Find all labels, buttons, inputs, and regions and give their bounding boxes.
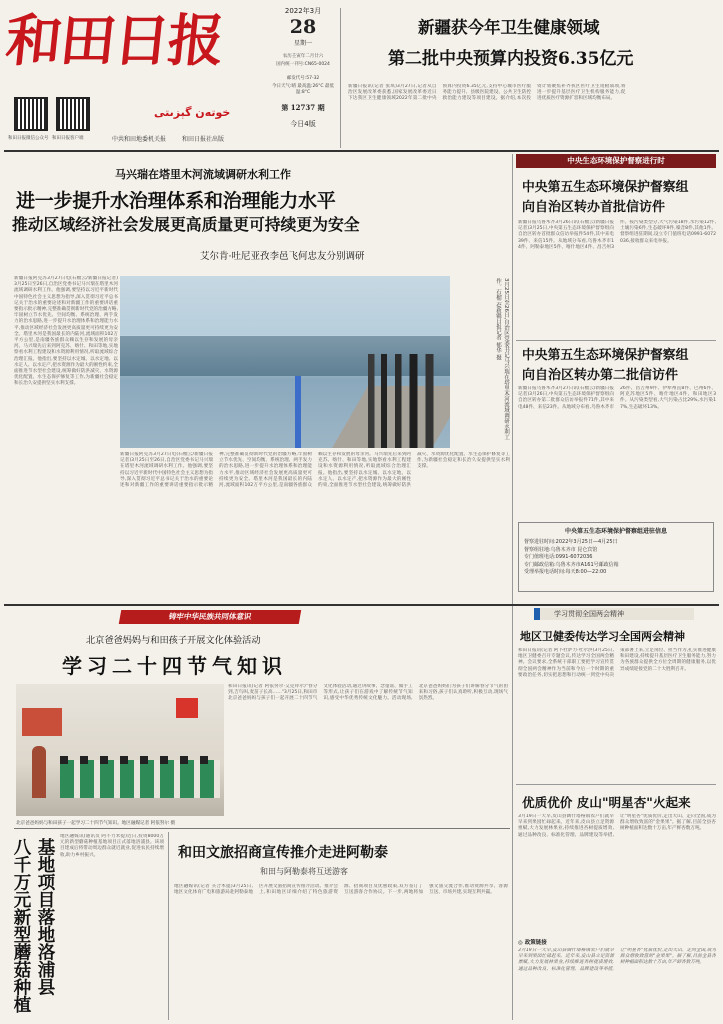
qr-label-app: 和田日报客户端 xyxy=(52,136,84,141)
env-story1-title-line2: 向自治区转办首批信访件 xyxy=(522,200,666,215)
tourism-body: 地区融媒讯(记者 买合木提)3月25日,地区文化体育广电和旅游局赴阿勒泰地区开展文旅招商宣传推介活动。推介会上,和田地区详细介绍了特色旅游资源、招商项目及优惠政策,双方签订了互送游客合作协议。下一步,两地将加强文旅交流合作,推动资源共享、客源互送、市场共建,实现互利共赢。 xyxy=(174,884,508,896)
wall-sign xyxy=(176,698,198,718)
lead-photo-caption: 3月25日至26日,自治区党委书记马兴瑞在塔里木河流域调研水利工作。石榴云/新疆日报记者 郁华 摄 xyxy=(495,278,509,441)
apricot-body: 3月19日一大早,皮山县阔什塔格镇农户们就早早来到果园忙碌起来。近年来,皮山县立足资源禀赋,大力发展林果业,持续推进杏树提质增效,通过品种改良、标准化管理、品牌建设等举措,让"明星杏"优质优价,走出大山、走向全国,成为群众增收致富的"金果果"。据了解,目前全县杏树种植面积达数十万亩,年产鲜杏数万吨。 xyxy=(518,814,716,838)
culture-photo xyxy=(16,684,224,816)
env-notice-address: 督察组驻地:乌鲁木齐市 昆仑宾馆 xyxy=(524,546,598,553)
lunar-date: 农历壬寅年二月廿六 xyxy=(282,54,324,59)
year-month: 2022年3月 xyxy=(284,7,322,15)
weather: 今日天气:晴 最高温:26°C 最低温:8°C xyxy=(271,84,334,95)
wechat-qr-icon xyxy=(14,97,48,131)
issue-number: 第 12737 期 xyxy=(281,103,325,112)
env-notice-period: 督察进驻时间:2022年3月25日—4月25日 xyxy=(524,539,618,545)
env-story1-body: 新疆日报乌鲁木齐3月26日讯(石榴云/新疆日报记者)3月25日,中央第五生态环境保护督察组向自治区转办首批群众信访举报件54件,其中来电39件、来信15件。从地域分布看,乌鲁木齐市14件、阿勒泰地区5件、喀什地区4件、昌吉州3件。按污染类型分,大气污染18件,水污染12件,土壤污染6件,生态破坏9件,噪音8件,其他1件。督察组进驻期间,设立专门值班电话0991-6072036,接收群众来电举报。 xyxy=(518,220,716,250)
sponsor: 中共和田地委机关报 xyxy=(112,136,167,143)
lead-kicker: 马兴瑞在塔里木河流域调研水利工作 xyxy=(115,168,291,181)
railing xyxy=(295,376,301,448)
top-story-title-line2: 第二批中央预算内投资6.35亿元 xyxy=(388,49,634,69)
culture-kicker: 北京爸爸妈妈与和田孩子开展文化体验活动 xyxy=(86,635,261,646)
publisher: 和田日报社出版 xyxy=(182,136,225,143)
env-notice-box xyxy=(518,522,714,592)
culture-banner xyxy=(119,610,301,624)
env-story2-title-line2: 向自治区转办第二批信访件 xyxy=(522,368,679,383)
uyghur-title: خوتەن گېزىتى xyxy=(154,106,231,119)
env-banner xyxy=(516,154,716,168)
cn-code: 国内统一刊号:CN65-0024 xyxy=(276,62,330,67)
mushroom-body: 地区融媒讯(通讯员 阿不力米提)近日,投资8000万元的新型蘑菇种植基地项目正式落地洛浦县。该项目建成后将带动周边群众就近就业,促进农民持续增收,助力乡村振兴。 xyxy=(60,834,164,858)
env-story2-body: 新疆日报乌鲁木齐3月27日讯(石榴云/新疆日报记者)3月26日,中央第五生态环境保护督察组向自治区转办第二批群众信访举报件71件,其中来电48件、来信23件。从地域分布看,乌鲁木齐市26件、昌吉州9件、伊犁州直8件、巴州6件、阿克苏地区5件、喀什地区4件、和田地区3件。从污染类型看,大气污染占比29%,水污染17%,生态破坏13%。 xyxy=(518,386,716,410)
mid-rule xyxy=(4,604,719,606)
apricot-title: 优质优价 皮山"明星杏"火起来 xyxy=(522,795,691,810)
env-story1-title-line1: 中央第五生态环境保护督察组 xyxy=(522,180,689,195)
study-body: 和田日报讯(记者 阿卜杜萨力·吐尔洪)3月25日,地区卫健委召开专题会议,传达学习全国两会精神。会议要求,全系统干部职工要把学习宣传贯彻全国两会精神作为当前和今后一个时期的重要政治任务,切实把思想和行动统一到党中央决策部署上来,立足岗位、担当作为,扎实推进健康和田建设,持续提升基层医疗卫生服务能力,努力为各族群众提供全方位全周期的健康服务,以优异成绩迎接党的二十大胜利召开。 xyxy=(518,648,716,678)
mushroom-title-col2: 基地项目落地洛浦县 xyxy=(35,838,55,996)
lead-subtitle: 艾尔肯·吐尼亚孜李邑飞何忠友分别调研 xyxy=(200,251,365,262)
culture-photo-caption: 北京爸爸妈妈与和田孩子一起学习二十四节气知识。地区融媒记者 阿依努尔 摄 xyxy=(16,821,176,826)
qr-label-wechat: 和田日报微信公众号 xyxy=(8,136,49,141)
masthead-divider xyxy=(340,8,341,148)
tourism-divider xyxy=(168,832,169,1020)
lead-photo xyxy=(120,276,450,448)
apricot-rule xyxy=(516,784,716,785)
culture-title: 学习二十四节气知识 xyxy=(62,654,287,678)
officials-group xyxy=(368,354,448,448)
newspaper-logo: 和田日报 xyxy=(2,8,226,74)
app-qr-icon xyxy=(56,97,90,131)
day-number: 28 xyxy=(289,16,317,38)
env-banner-text: 中央生态环境保护督察进行时 xyxy=(567,156,665,165)
env-notice-title: 中央第五生态环境保护督察组进驻信息 xyxy=(564,528,667,535)
mushroom-title-col1: 八千万元新型蘑菇种植 xyxy=(11,838,31,1013)
lead-body-col1: 新疆日报阿克苏3月27日电(石榴云/新疆日报记者)3月25日至26日,自治区党委书记马兴瑞在塔里木河流域调研水利工作。他强调,要坚持以习近平新时代中国特色社会主义思想为指导,深入贯彻习近平总书记关于治水的重要论述和对新疆工作的重要讲话重要指示批示精神,完整准确贯彻新时代党的治疆方略,牢固树立节水优先、空间均衡、系统治理、两手发力的治水思路,进一步提升水治理体系和治理能力水平,推动区域经济社会发展更高质量更可持续更为安全。塔里木河是我国最长的内陆河,流域面积102万平方公里,是南疆各族群众赖以生存和发展的母亲河。马兴瑞先后来到阿克苏、喀什、和田等地,实地察看水利工程建设和水资源利用情况,听取流域综合治理汇报。他指出,要坚持以水定城、以水定地、以水定人、以水定产,把水资源作为最大的刚性约束,全面推进节水型社会建设,统筹做好防洪减灾、水资源优化配置、水生态保护修复等工作,为新疆社会稳定和长治久安提供坚实水利支撑。 xyxy=(14,276,118,387)
study-banner xyxy=(534,608,694,620)
env-story2-title-line1: 中央第五生态环境保护督察组 xyxy=(522,348,689,363)
column-divider-right xyxy=(512,154,513,604)
env-notice-phone: 专门值班电话:0991-6072036 xyxy=(524,554,593,560)
tourism-subtitle: 和田与阿勒泰将互送游客 xyxy=(260,867,348,876)
top-story-title-line1: 新疆获今年卫生健康领域 xyxy=(418,18,600,37)
weekday: 星期一 xyxy=(293,40,312,47)
masthead xyxy=(2,6,244,86)
study-banner-text: 学习贯彻全国两会精神 xyxy=(554,610,624,618)
children-heads xyxy=(60,756,220,764)
adult-figure xyxy=(32,746,46,798)
top-story-body: 新疆日报讯(记者 张琪)3月27日,记者从自治区发展改革委获悉,国家发展改革委近日下达我区卫生健康领域2022年第二批中央预算内投资6.35亿元,支持中心城市医疗服务能力提升、县级医院建设、公共卫生防控救治能力建设等项目建设。据介绍,本次投资计划聚焦补齐我区医疗卫生短板弱项,将进一步提升基层医疗卫生机构服务能力,促进优质医疗资源扩容和区域均衡布局。 xyxy=(348,84,626,102)
masthead-rule xyxy=(4,150,719,152)
study-title: 地区卫健委传达学习全国两会精神 xyxy=(520,630,685,643)
wall-poster xyxy=(22,708,62,736)
policy-link-label: ◎ 政策链接 xyxy=(518,940,547,946)
policy-link-body: 3月19日一大早,皮山县阔什塔格镇农户们就早早来到果园忙碌起来。近年来,皮山县立足资源禀赋,大力发展林果业,持续推进杏树提质增效,通过品种改良、标准化管理、品牌建设等举措,让"明星杏"优质优价,走出大山、走向全国,成为群众增收致富的"金果果"。据了解,目前全县杏树种植面积达数十万亩,年产鲜杏数万吨。 xyxy=(518,948,716,972)
culture-banner-text: 铸牢中华民族共同体意识 xyxy=(168,612,253,621)
lead-title-line1: 进一步提升水治理体系和治理能力水平 xyxy=(16,190,336,212)
lead-body-cont: 新疆日报阿克苏3月27日电(石榴云/新疆日报记者)3月25日至26日,自治区党委书记马兴瑞在塔里木河流域调研水利工作。他强调,要坚持以习近平新时代中国特色社会主义思想为指导,深入贯彻习近平总书记关于治水的重要论述和对新疆工作的重要讲话重要指示批示精神,完整准确贯彻新时代党的治疆方略,牢固树立节水优先、空间均衡、系统治理、两手发力的治水思路,进一步提升水治理体系和治理能力水平,推动区域经济社会发展更高质量更可持续更为安全。塔里木河是我国最长的内陆河,流域面积102万平方公里,是南疆各族群众赖以生存和发展的母亲河。马兴瑞先后来到阿克苏、喀什、和田等地,实地察看水利工程建设和水资源利用情况,听取流域综合治理汇报。他指出,要坚持以水定城、以水定地、以水定人、以水定产,把水资源作为最大的刚性约束,全面推进节水型社会建设,统筹做好防洪减灾、水资源优化配置、水生态保护修复等工作,为新疆社会稳定和长治久安提供坚实水利支撑。 xyxy=(120,452,510,489)
tourism-rule xyxy=(14,828,510,829)
lead-title-line2: 推动区域经济社会发展更高质量更可持续更为安全 xyxy=(12,215,360,234)
post-code: 邮发代号:57-32 xyxy=(286,76,320,81)
tourism-title: 和田文旅招商宣传推介走进阿勒泰 xyxy=(178,845,388,861)
children-row xyxy=(60,760,220,798)
env-rule1 xyxy=(516,340,716,341)
page-count: 今日4版 xyxy=(290,120,316,128)
env-notice-mail: 专门邮政信箱:乌鲁木齐市A161号邮政信箱 xyxy=(524,561,619,568)
env-notice-time: 受理举报电话时间:每天8:00—22:00 xyxy=(524,569,607,575)
date-block xyxy=(268,6,338,129)
culture-body: 和田日报讯(记者 阿依努尔·艾克拜尔)"春分到,吉鸟叫,麦苗子长高……"3月25日,和田市北京爸爸妈妈与孩子们一起开展二十四节气文化体验活动,通过讲故事、念童谣、做手工等形式,让孩子们在游戏中了解传统节气知识,感受中华优秀传统文化魅力。活动现场,北京爸爸妈妈们为孩子们讲解春分节气的由来和习俗,孩子们认真聆听,积极互动,现场气氛热烈。 xyxy=(228,684,508,702)
column-divider-lower xyxy=(512,606,513,1020)
